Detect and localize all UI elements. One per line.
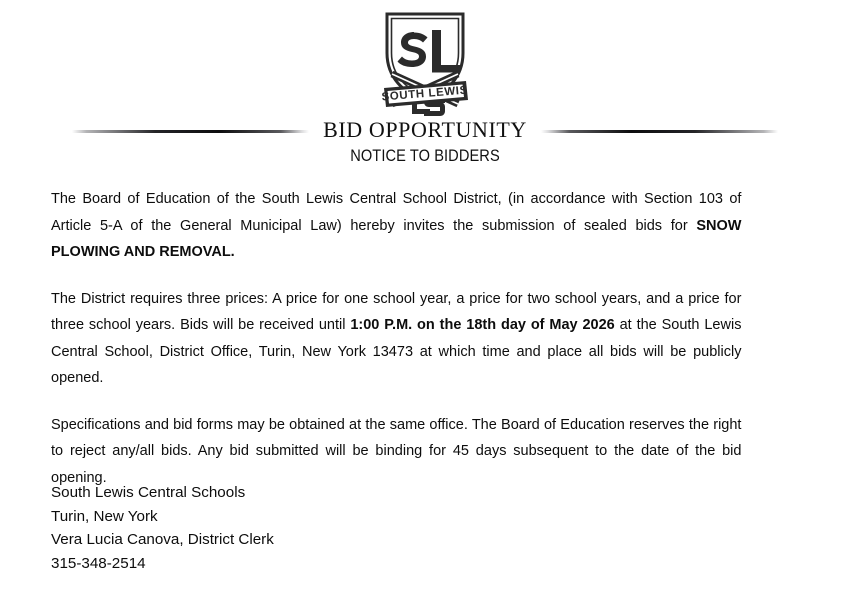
decorative-rule-right	[541, 130, 778, 133]
decorative-rule-left	[72, 130, 309, 133]
school-logo	[0, 0, 850, 118]
svg-text:SOUTH LEWIS: SOUTH LEWIS	[381, 84, 469, 104]
signature-block	[51, 481, 274, 575]
page-title: BID OPPORTUNITY	[323, 117, 527, 142]
signature-phone: 315-348-2514	[51, 554, 146, 572]
document-body	[51, 186, 742, 491]
page-subtitle: NOTICE TO BIDDERS	[350, 146, 500, 165]
south-lewis-crest-icon	[362, 8, 488, 120]
bid-title-band	[0, 116, 850, 144]
paragraph-1: The Board of Education of the South Lewis Central School District, (in accordance with Section 103 of Article 5-A of the General Municipal Law) hereby invites the submission of sealed bids for SNOW PLOWING AND REMOVAL.	[51, 190, 742, 260]
paragraph-3: Specifications and bid forms may be obtained at the same office. The Board of Education reserves the right to reject any/all bids. Any bid submitted will be binding for 45 days subsequent to the date of the bid opening.	[51, 415, 742, 486]
signature-organization: South Lewis Central Schools	[51, 484, 246, 501]
paragraph-2: The District requires three prices: A price for one school year, a price for two school years, and a price for three school years. Bids will be received until 1:00 P.M. on the 18th day of May 2026 at the South Lewis Central School, District Office, Turin, New York 13473 at which time and place all bids will be publicly opened.	[51, 289, 742, 386]
signature-contact-name: Vera Lucia Canova, District Clerk	[51, 531, 274, 548]
signature-location: Turin, New York	[51, 507, 158, 525]
